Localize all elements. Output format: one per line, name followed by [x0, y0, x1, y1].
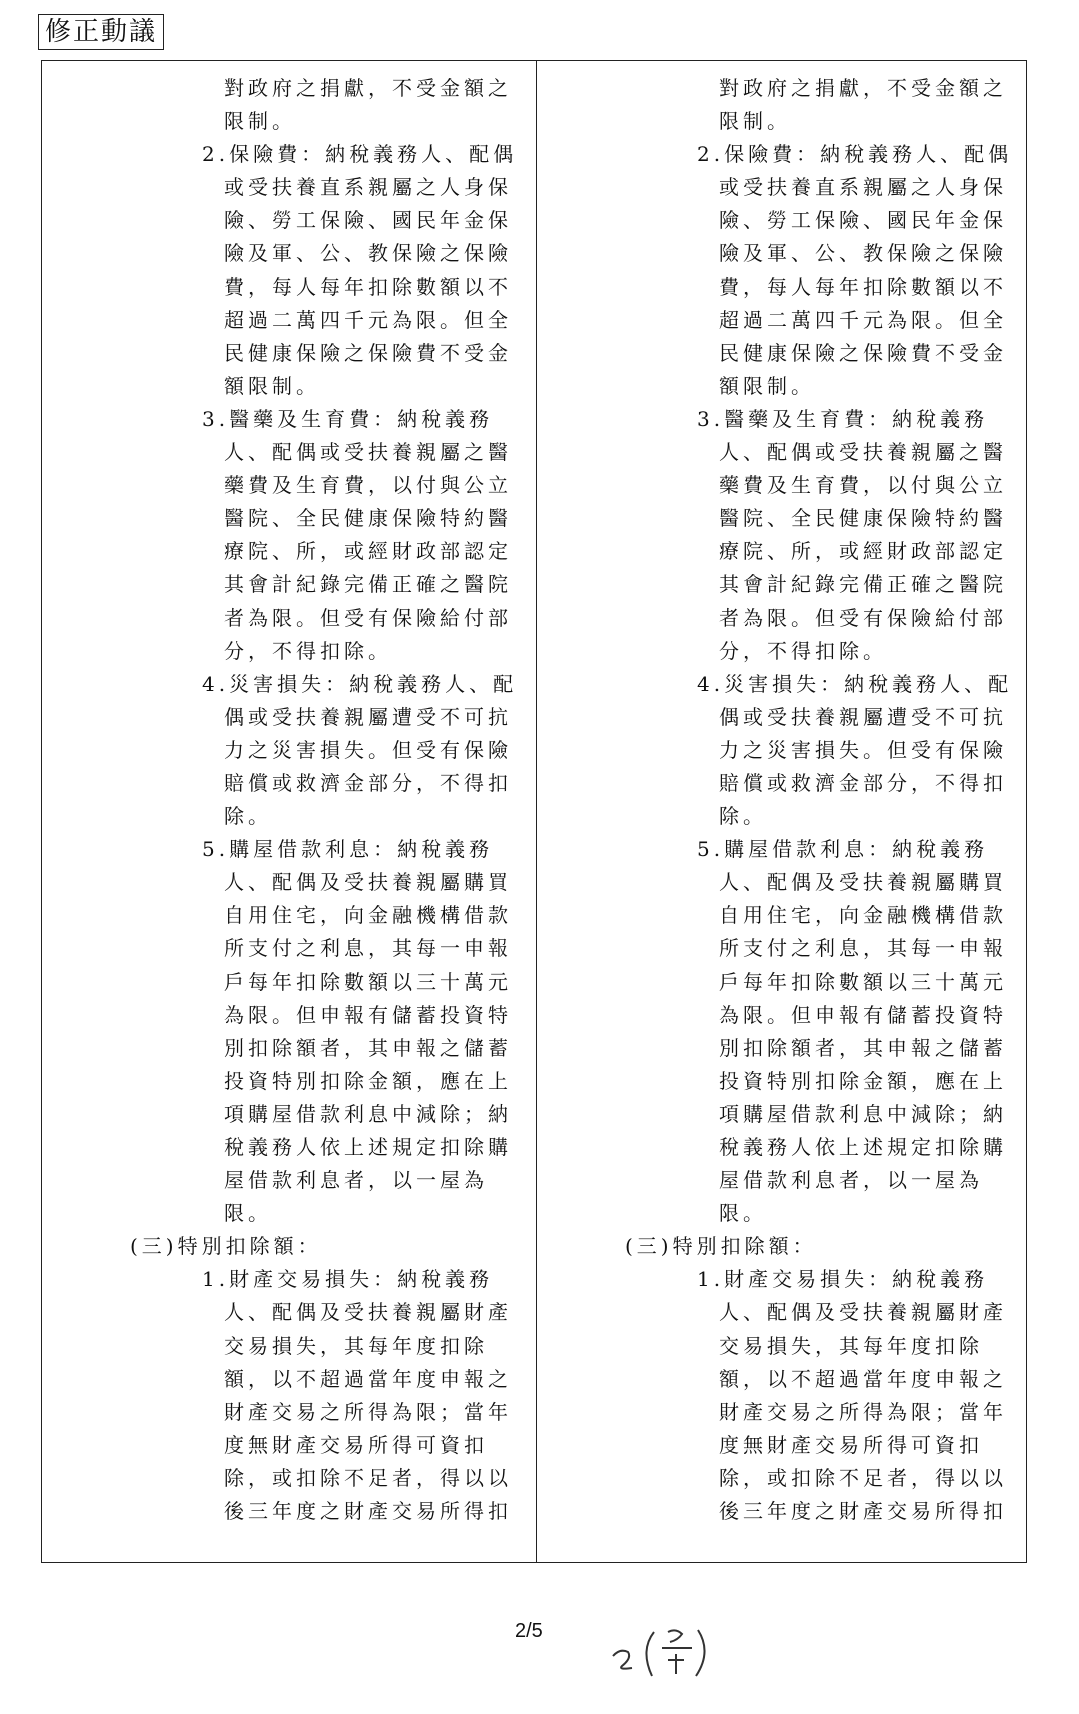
handwritten-annotation-icon [608, 1614, 738, 1684]
left-text-line: 自用住宅，向金融機構借款 [224, 903, 512, 928]
left-text-line: 人、配偶及受扶養親屬購買 [224, 870, 512, 895]
right-text-line: 交易損失，其每年度扣除 [719, 1333, 983, 1358]
right-text-line: 人、配偶及受扶養親屬財產 [719, 1300, 1007, 1325]
right-text-line: 賠償或救濟金部分，不得扣 [719, 770, 1007, 795]
right-text-line: 度無財產交易所得可資扣 [719, 1432, 983, 1457]
right-text-line: 項購屋借款利息中減除；納 [719, 1101, 1007, 1126]
left-text-line: 者為限。但受有保險給付部 [224, 605, 512, 630]
right-text-line: 4.災害損失：納稅義務人、配 [697, 671, 1013, 696]
right-text-line: 者為限。但受有保險給付部 [719, 605, 1007, 630]
right-text-line: 額限制。 [719, 373, 815, 398]
right-text-line: 或受扶養直系親屬之人身保 [719, 175, 1007, 200]
left-text-line: 度無財產交易所得可資扣 [224, 1432, 488, 1457]
left-text-line: 戶每年扣除數額以三十萬元 [224, 969, 512, 994]
left-text-line: 分，不得扣除。 [224, 638, 392, 663]
right-text-line: 偶或受扶養親屬遭受不可抗 [719, 704, 1007, 729]
left-text-line: 項購屋借款利息中減除；納 [224, 1101, 512, 1126]
left-text-line: 3.醫藥及生育費：納稅義務 [202, 406, 494, 431]
right-text-line: 自用住宅，向金融機構借款 [719, 903, 1007, 928]
right-text-line: 療院、所，或經財政部認定 [719, 539, 1007, 564]
right-text-line: 對政府之捐獻，不受金額之 [719, 76, 1007, 100]
right-text-line: 除。 [719, 804, 767, 829]
left-text-line: 別扣除額者，其申報之儲蓄 [224, 1035, 512, 1060]
right-text-line: 超過二萬四千元為限。但全 [719, 307, 1007, 332]
left-text-line: (三)特別扣除額： [130, 1234, 322, 1259]
right-text-line: 除，或扣除不足者，得以以 [719, 1465, 1007, 1490]
right-text-line: 險及軍、公、教保險之保險 [719, 241, 1007, 266]
left-text-line: 限制。 [224, 109, 296, 134]
right-text-line: 醫院、全民健康保險特約醫 [719, 506, 1007, 531]
right-text-line: 2.保險費：納稅義務人、配偶 [697, 142, 1013, 167]
left-text-line: 所支付之利息，其每一申報 [224, 936, 512, 961]
left-text-line: 稅義務人依上述規定扣除購 [224, 1135, 512, 1159]
right-text-line: 藥費及生育費，以付與公立 [719, 473, 1007, 498]
left-text-line: 投資特別扣除金額，應在上 [224, 1068, 512, 1093]
left-text-line: 限。 [224, 1201, 272, 1226]
left-text-line: 療院、所，或經財政部認定 [224, 539, 512, 564]
left-text-line: 民健康保險之保險費不受金 [224, 340, 512, 365]
right-text-line: 5.購屋借款利息：納稅義務 [697, 837, 989, 862]
right-text-line: 投資特別扣除金額，應在上 [719, 1068, 1007, 1093]
right-text-line: 限制。 [719, 109, 791, 134]
left-text-line: 其會計紀錄完備正確之醫院 [224, 572, 512, 597]
left-text-line: 2.保險費：納稅義務人、配偶 [202, 142, 518, 167]
left-text-line: 屋借款利息者，以一屋為 [224, 1168, 488, 1193]
right-text-line: 額，以不超過當年度申報之 [719, 1366, 1007, 1391]
left-text-line: 藥費及生育費，以付與公立 [224, 473, 512, 498]
right-text-line: 3.醫藥及生育費：納稅義務 [697, 406, 989, 431]
right-text-line: 1.財產交易損失：納稅義務 [697, 1267, 989, 1292]
left-text-line: 力之災害損失。但受有保險 [224, 737, 512, 762]
right-text-line: 所支付之利息，其每一申報 [719, 936, 1007, 961]
right-text-line: 費，每人每年扣除數額以不 [719, 274, 1007, 299]
motion-stamp: 修正動議 [38, 14, 164, 50]
left-text-line: 交易損失，其每年度扣除 [224, 1333, 488, 1358]
right-text-line: 限。 [719, 1201, 767, 1226]
right-text-line: (三)特別扣除額： [625, 1234, 817, 1259]
left-text-line: 賠償或救濟金部分，不得扣 [224, 770, 512, 795]
left-text-line: 人、配偶或受扶養親屬之醫 [224, 440, 512, 465]
right-text-line: 戶每年扣除數額以三十萬元 [719, 969, 1007, 994]
right-text-line: 屋借款利息者，以一屋為 [719, 1168, 983, 1193]
left-text-line: 醫院、全民健康保險特約醫 [224, 506, 512, 531]
right-text-line: 別扣除額者，其申報之儲蓄 [719, 1035, 1007, 1060]
right-text-line: 稅義務人依上述規定扣除購 [719, 1135, 1007, 1159]
left-text-line: 為限。但申報有儲蓄投資特 [224, 1002, 512, 1027]
left-text-line: 除。 [224, 804, 272, 829]
column-divider [536, 60, 537, 1563]
right-text-line: 後三年度之財產交易所得扣 [719, 1499, 1007, 1524]
left-column-text [130, 72, 518, 1528]
left-text-line: 後三年度之財產交易所得扣 [224, 1499, 512, 1524]
left-text-line: 5.購屋借款利息：納稅義務 [202, 837, 494, 862]
right-text-line: 其會計紀錄完備正確之醫院 [719, 572, 1007, 597]
left-text-line: 1.財產交易損失：納稅義務 [202, 1267, 494, 1292]
right-column-text [625, 72, 1013, 1528]
left-text-line: 財產交易之所得為限；當年 [224, 1399, 512, 1424]
left-text-line: 險及軍、公、教保險之保險 [224, 241, 512, 266]
left-text-line: 或受扶養直系親屬之人身保 [224, 175, 512, 200]
left-text-line: 偶或受扶養親屬遭受不可抗 [224, 704, 512, 729]
left-text-line: 額，以不超過當年度申報之 [224, 1366, 512, 1391]
left-text-line: 額限制。 [224, 373, 320, 398]
right-text-line: 民健康保險之保險費不受金 [719, 340, 1007, 365]
left-text-line: 對政府之捐獻，不受金額之 [224, 76, 512, 100]
left-text-line: 人、配偶及受扶養親屬財產 [224, 1300, 512, 1325]
left-text-line: 費，每人每年扣除數額以不 [224, 274, 512, 299]
right-text-line: 險、勞工保險、國民年金保 [719, 208, 1007, 233]
page-number: 2/5 [515, 1620, 543, 1642]
left-text-line: 4.災害損失：納稅義務人、配 [202, 671, 518, 696]
right-text-line: 人、配偶或受扶養親屬之醫 [719, 440, 1007, 465]
right-text-line: 財產交易之所得為限；當年 [719, 1399, 1007, 1424]
right-text-line: 分，不得扣除。 [719, 638, 887, 663]
left-text-line: 險、勞工保險、國民年金保 [224, 208, 512, 233]
right-text-line: 為限。但申報有儲蓄投資特 [719, 1002, 1007, 1027]
right-text-line: 人、配偶及受扶養親屬購買 [719, 870, 1007, 895]
left-text-line: 除，或扣除不足者，得以以 [224, 1465, 512, 1490]
left-text-line: 超過二萬四千元為限。但全 [224, 307, 512, 332]
right-text-line: 力之災害損失。但受有保險 [719, 737, 1007, 762]
